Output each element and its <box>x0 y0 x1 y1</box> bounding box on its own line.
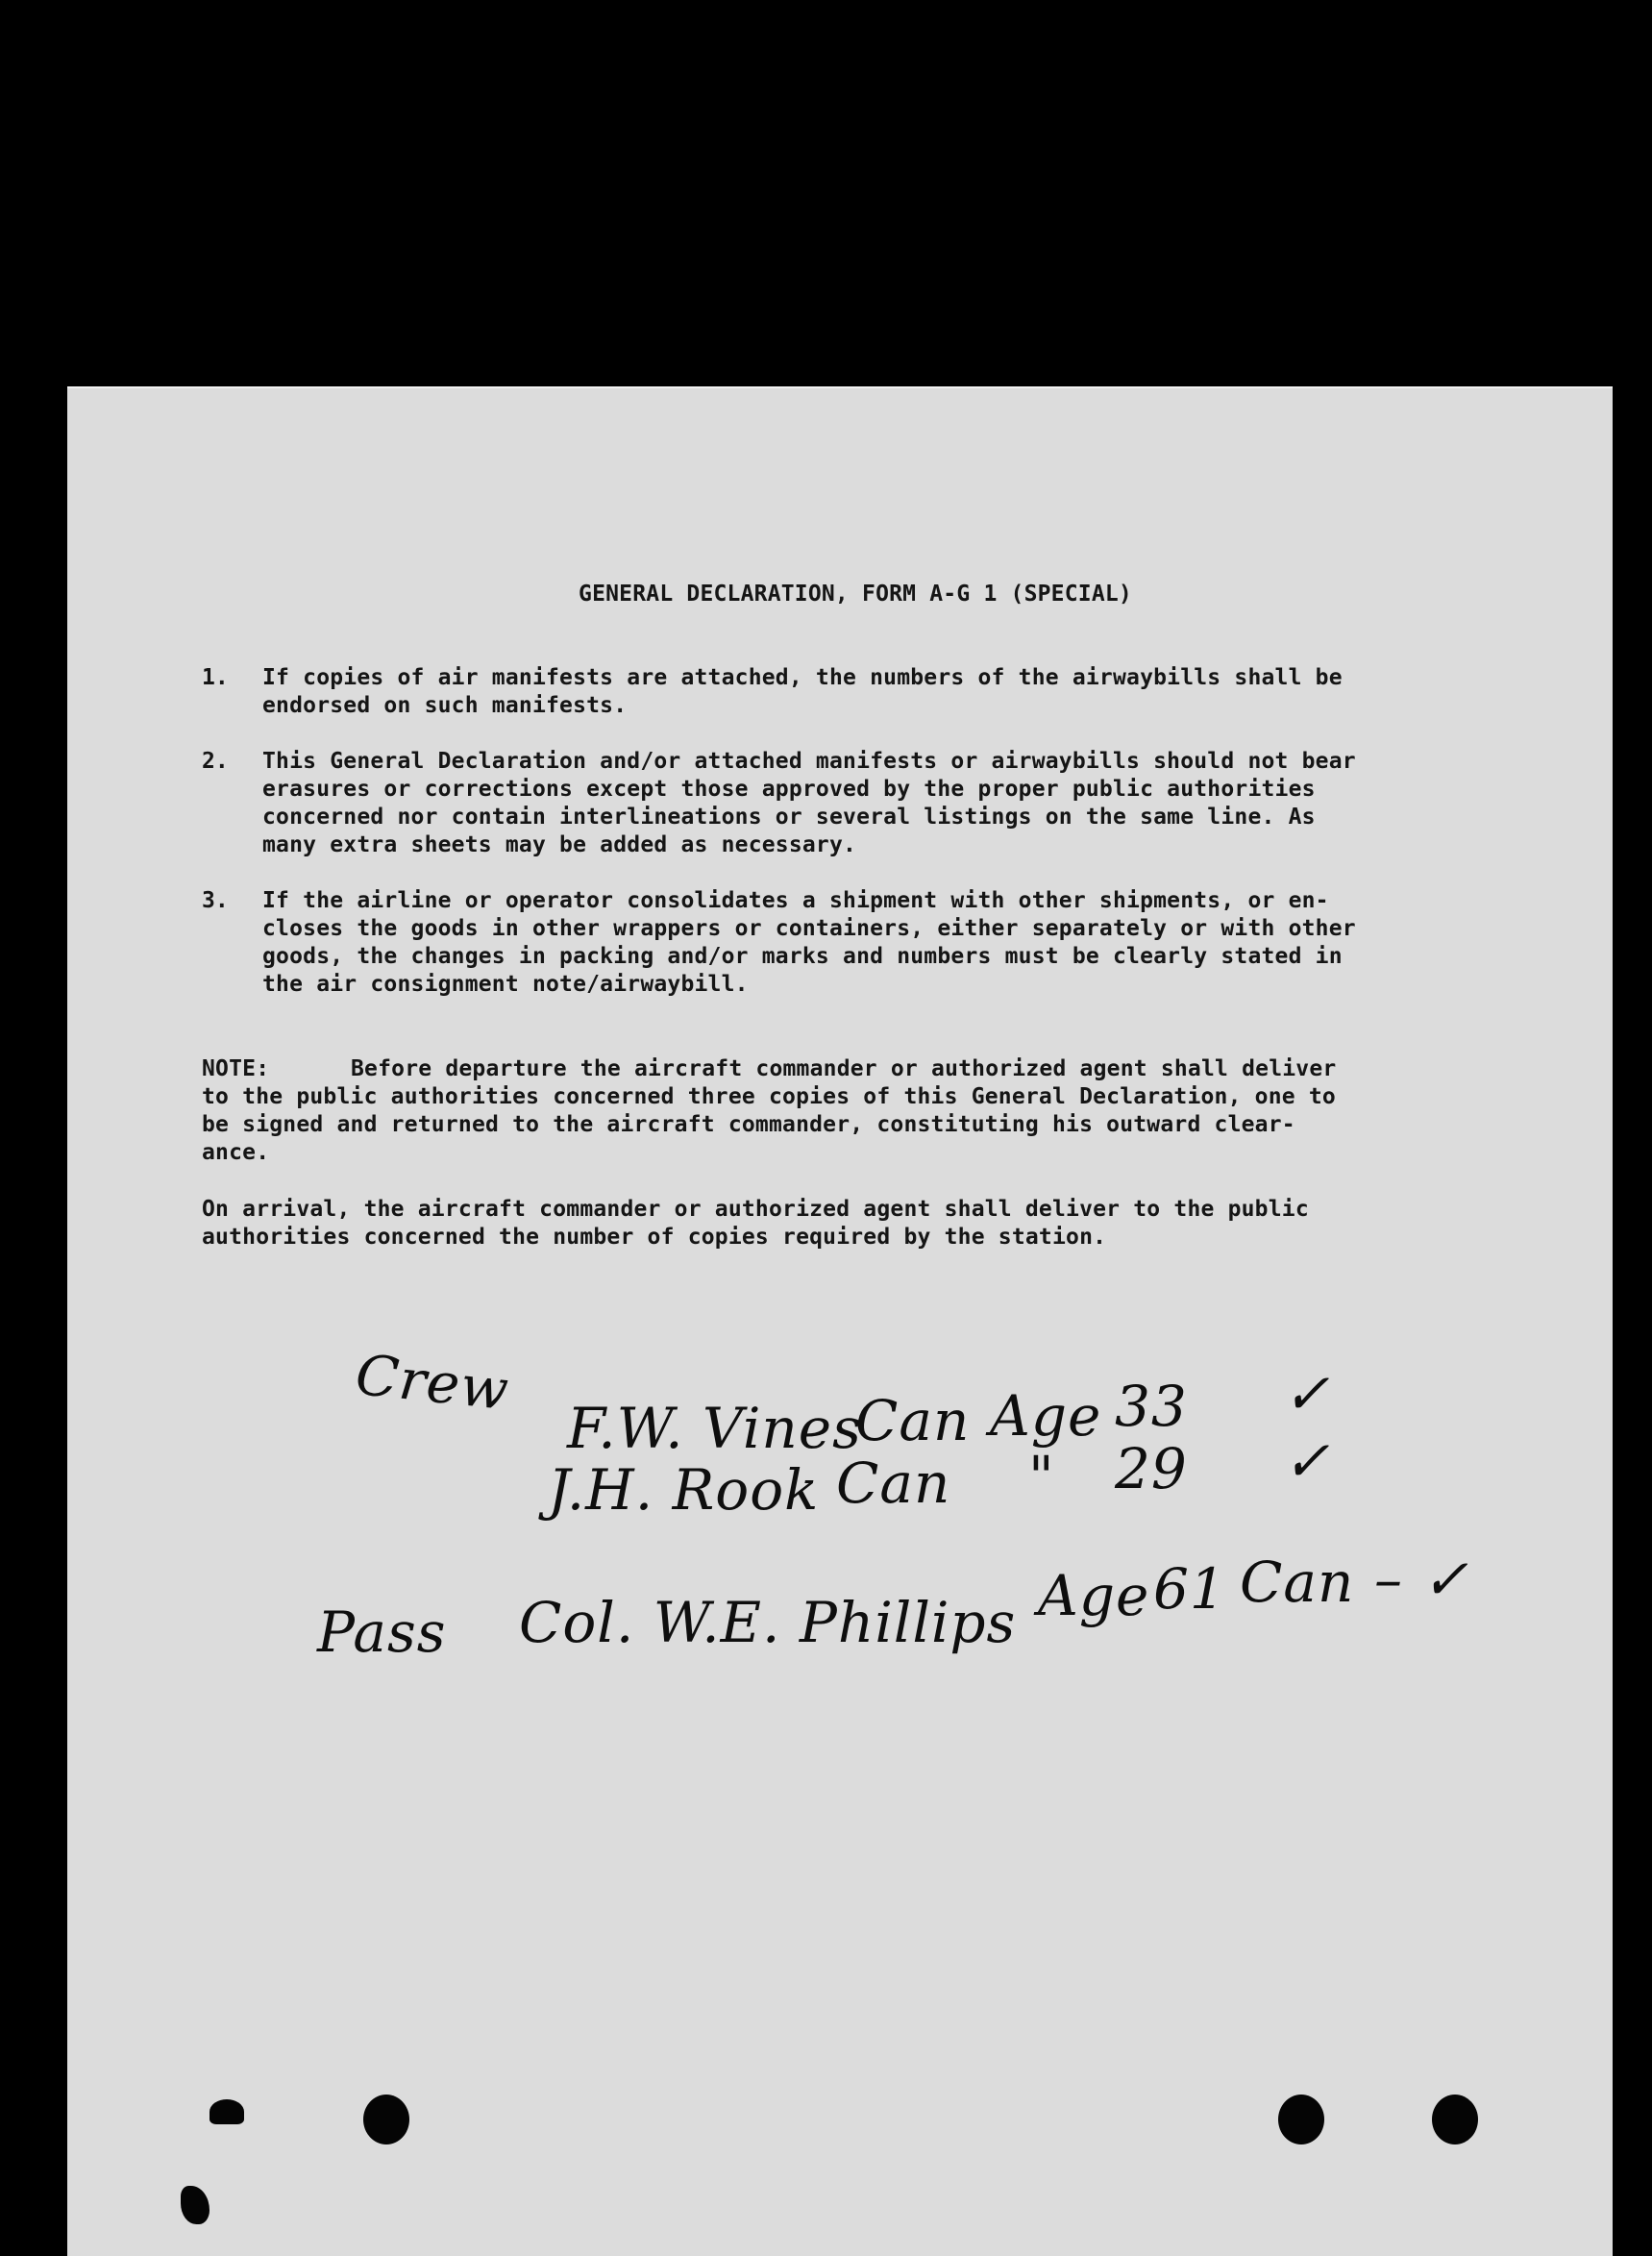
item-line: many extra sheets may be added as necessary. <box>262 832 857 857</box>
arrival-line: authorities concerned the number of copies required by the station. <box>202 1225 1107 1250</box>
check-mark-icon: ✓ <box>1283 1361 1331 1426</box>
item-line: closes the goods in other wrappers or containers, either separately or with other <box>262 916 1356 941</box>
binding-tear-icon <box>210 2099 244 2124</box>
punch-hole-icon <box>1278 2095 1324 2144</box>
handwritten-passenger-name: Col. W.E. Phillips <box>519 1590 1017 1655</box>
handwritten-crew-nationality: Can <box>855 1388 971 1453</box>
handwritten-crew-label: Crew <box>352 1341 513 1424</box>
item-line: concerned nor contain interlineations or several listings on the same line. As <box>262 805 1316 830</box>
note-line: ance. <box>202 1140 270 1165</box>
arrival-line: On arrival, the aircraft commander or authorized agent shall deliver to the public <box>202 1197 1309 1222</box>
handwritten-crew-name: F.W. Vines <box>567 1396 862 1461</box>
handwritten-crew-nationality: Can <box>836 1450 951 1516</box>
item-line: erasures or corrections except those approved by the proper public authorities <box>262 777 1316 802</box>
check-mark-icon: – ✓ <box>1374 1547 1470 1612</box>
note-line <box>202 1055 1336 1083</box>
handwritten-passenger-nationality: Can <box>1240 1549 1355 1615</box>
item-line: endorsed on such manifests. <box>262 693 628 718</box>
document-page <box>67 386 1613 2256</box>
handwritten-crew-age: 33 <box>1115 1374 1188 1439</box>
check-mark-icon: ✓ <box>1283 1428 1331 1494</box>
document-title: GENERAL DECLARATION, FORM A-G 1 (SPECIAL) <box>579 582 1132 607</box>
handwritten-age-label: Age <box>990 1383 1102 1449</box>
handwritten-passenger-age: 61 <box>1153 1556 1226 1622</box>
item-number: 1. <box>202 665 229 690</box>
handwritten-passenger-label: Pass <box>317 1599 447 1665</box>
note-line: to the public authorities concerned three copies of this General Declaration, one to <box>202 1084 1336 1109</box>
note-label: NOTE: <box>202 1056 270 1081</box>
item-line: This General Declaration and/or attached manifests or airwaybills should not bear <box>262 749 1356 774</box>
punch-hole-icon <box>363 2095 409 2144</box>
item-line: If the airline or operator consolidates a shipment with other shipments, or en- <box>262 888 1329 913</box>
handwritten-age-label: Age <box>1038 1563 1150 1628</box>
handwritten-crew-age: 29 <box>1115 1436 1188 1501</box>
punch-hole-icon <box>1432 2095 1478 2144</box>
item-number: 2. <box>202 749 229 774</box>
handwritten-ditto-mark: " <box>1028 1444 1055 1509</box>
binding-tear-icon <box>181 2186 210 2224</box>
note-line: be signed and returned to the aircraft commander, constituting his outward clear- <box>202 1112 1295 1137</box>
item-line: If copies of air manifests are attached, the numbers of the airwaybills shall be <box>262 665 1343 690</box>
item-line: goods, the changes in packing and/or marks and numbers must be clearly stated in <box>262 944 1343 969</box>
item-line: the air consignment note/airwaybill. <box>262 972 749 997</box>
item-number: 3. <box>202 888 229 913</box>
note-text: Before departure the aircraft commander or authorized agent shall deliver <box>351 1056 1337 1081</box>
handwritten-crew-name: J.H. Rook <box>548 1457 820 1523</box>
